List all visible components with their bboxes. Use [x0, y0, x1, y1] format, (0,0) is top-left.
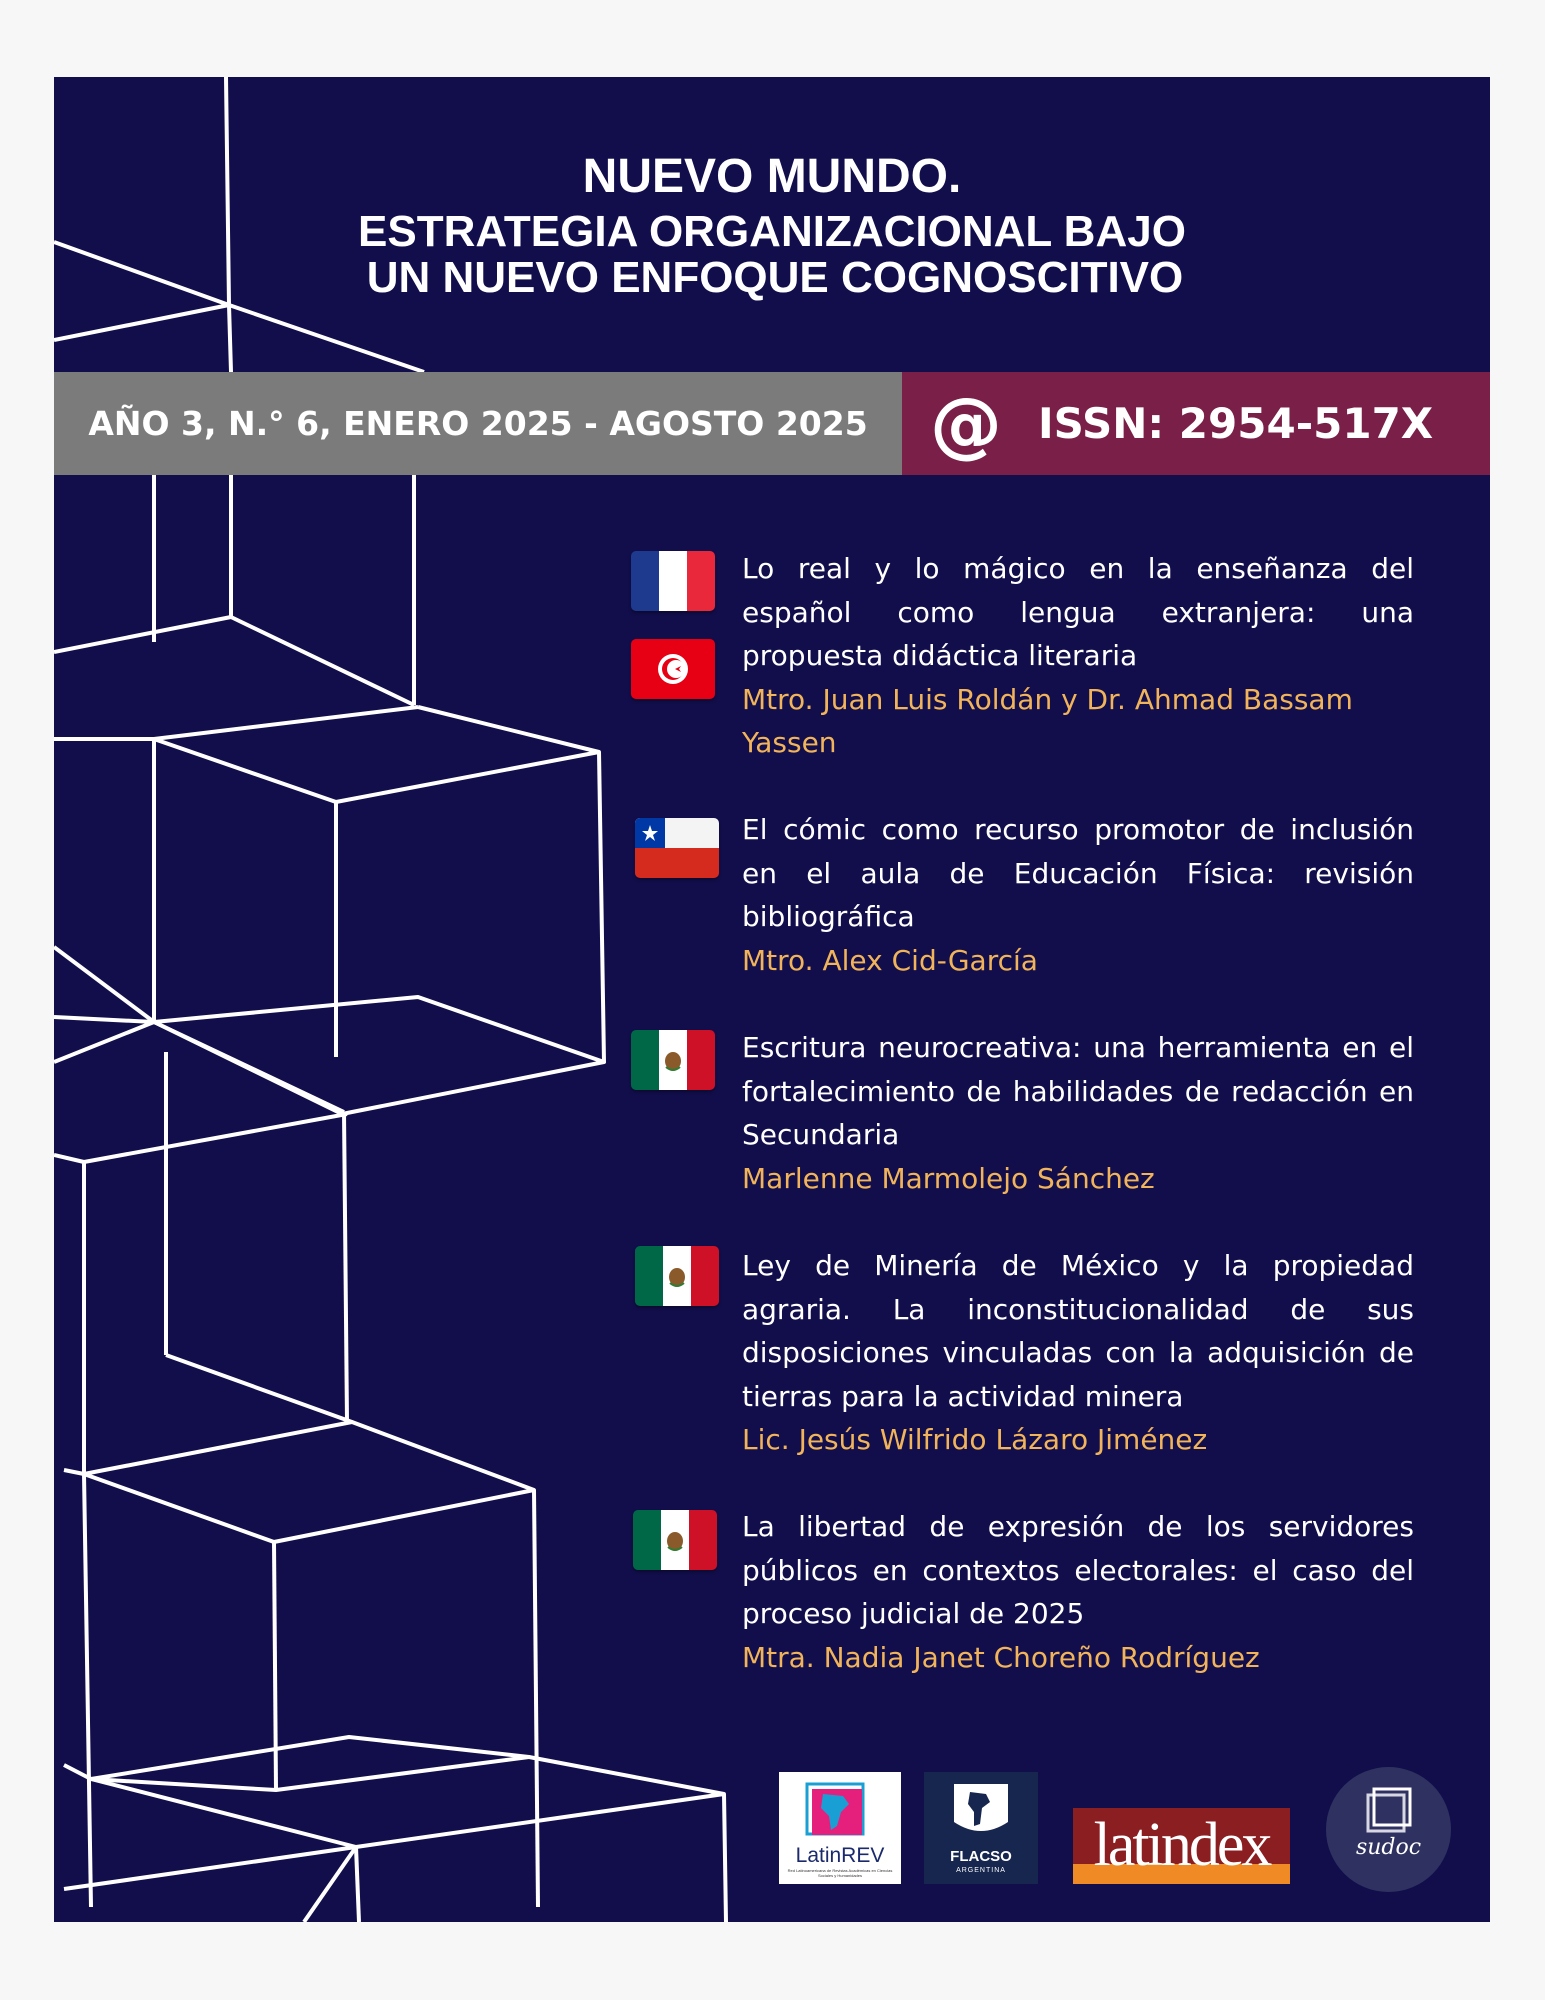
subtitle-line-1: ESTRATEGIA ORGANIZACIONAL BAJO: [358, 207, 1186, 256]
article-author: Mtro. Alex Cid-García: [742, 943, 1038, 977]
article-title: El cómic como recurso promotor de inclusión en el aula de Educación Física: revisión bibliográfica: [742, 813, 1414, 933]
article-title: Ley de Minería de México y la propiedad agraria. La inconstitucionalidad de sus disposiciones vinculadas con la adquisición de tierras para la actividad minera: [742, 1249, 1414, 1413]
issn-label: ISSN: 2954-517X: [1038, 399, 1434, 448]
latinrev-wordmark: LatinREV: [795, 1844, 885, 1867]
article-5[interactable]: [742, 1505, 1414, 1679]
flacso-wordmark: FLACSO: [950, 1848, 1012, 1865]
article-title: Escritura neurocreativa: una herramienta en el fortalecimiento de habilidades de redacción en Secundaria: [742, 1031, 1414, 1151]
sudoc-logo[interactable]: [1326, 1767, 1451, 1892]
latinrev-logo[interactable]: [779, 1772, 901, 1884]
journal-title: NUEVO MUNDO.: [582, 150, 962, 203]
issue-label: AÑO 3, N.° 6, ENERO 2025 - AGOSTO 2025: [88, 404, 868, 443]
chile-flag-icon: [635, 818, 719, 878]
mexico-flag-icon: [635, 1246, 719, 1306]
article-title: Lo real y lo mágico en la enseñanza del español como lengua extranjera: una propuesta didáctica literaria: [742, 552, 1414, 672]
latindex-logo[interactable]: [1073, 1808, 1290, 1884]
issn-band: [902, 372, 1490, 475]
latinrev-subtitle: Red Latinoamericana de Revistas Académicas en Ciencias Sociales y Humanidades: [787, 1868, 893, 1878]
article-2[interactable]: [742, 808, 1414, 982]
journal-subtitle: [54, 209, 1490, 301]
tunisia-flag-icon: [631, 639, 715, 699]
article-title: La libertad de expresión de los servidores públicos en contextos electorales: el caso del proceso judicial de 2025: [742, 1510, 1414, 1630]
article-author: Lic. Jesús Wilfrido Lázaro Jiménez: [742, 1423, 1208, 1456]
article-author: Mtro. Juan Luis Roldán y Dr. Ahmad Bassam Yassen: [742, 682, 1353, 759]
latindex-wordmark: latindex: [1093, 1811, 1270, 1879]
journal-cover: [54, 77, 1490, 1922]
mexico-flag-icon: [633, 1510, 717, 1570]
mexico-flag-icon: [631, 1030, 715, 1090]
france-flag-icon: [631, 551, 715, 611]
article-author: Marlenne Marmolejo Sánchez: [742, 1161, 1155, 1195]
article-1[interactable]: [742, 547, 1414, 765]
issue-band: [54, 372, 902, 475]
subtitle-line-2: UN NUEVO ENFOQUE COGNOSCITIVO: [366, 253, 1184, 302]
flacso-subtitle: ARGENTINA: [956, 1867, 1006, 1874]
article-author: Mtra. Nadia Janet Choreño Rodríguez: [742, 1640, 1260, 1674]
article-3[interactable]: [742, 1026, 1414, 1200]
flacso-logo[interactable]: [924, 1772, 1038, 1884]
at-icon: @: [930, 381, 1002, 466]
sudoc-wordmark: sudoc: [1355, 1835, 1422, 1860]
article-4[interactable]: [742, 1244, 1414, 1462]
